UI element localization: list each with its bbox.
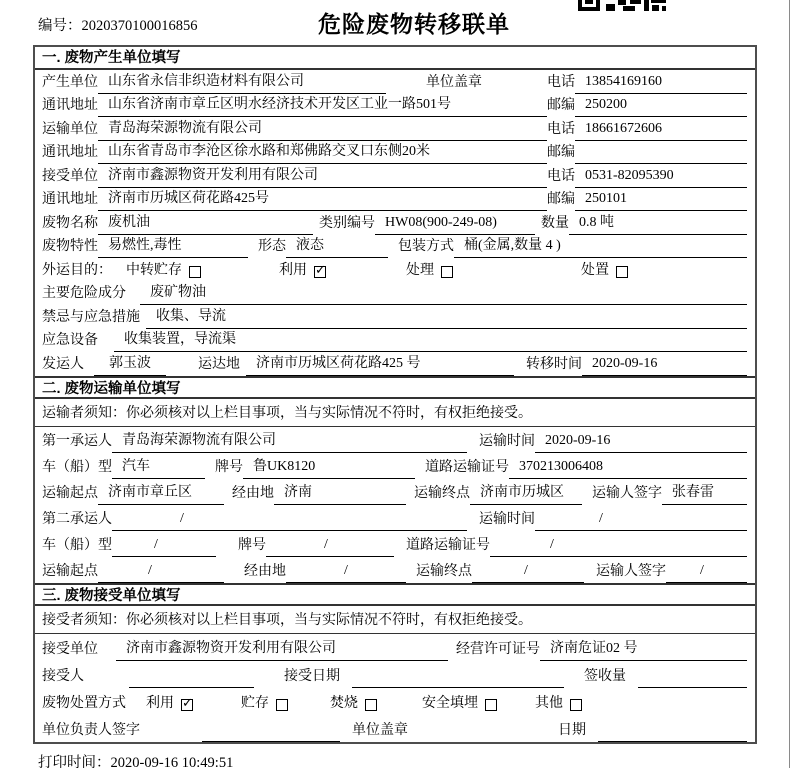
carrier1-time-field: 2020-09-16 bbox=[535, 433, 747, 453]
disposal-other-label: 其他 bbox=[535, 695, 563, 711]
section-receive bbox=[35, 583, 755, 742]
qr-code-fragment bbox=[578, 0, 666, 11]
disposal-utilize-label: 利用 bbox=[146, 695, 174, 711]
carrier-sign2-field: / bbox=[666, 563, 747, 583]
road-permit1-field: 370213006408 bbox=[509, 459, 747, 479]
transfer-time-field: 2020-09-16 bbox=[582, 356, 747, 376]
unit-seal-label: 单位盖章 bbox=[426, 74, 482, 90]
origin-label: 运输起点 bbox=[42, 563, 98, 579]
vehicle2-field: / bbox=[112, 537, 216, 557]
receiver-phone-field: 0531-82095390 bbox=[575, 168, 747, 188]
equip-label: 应急设备 bbox=[42, 333, 98, 348]
carrier-sign1-field: 张春雷 bbox=[662, 481, 747, 505]
checkbox-incinerate bbox=[365, 699, 377, 711]
row-vehicle2 bbox=[35, 531, 755, 557]
receive-notice-text: 接受者须知：你必须核对以上栏目事项，当与实际情况不符时，有权拒绝接受。 bbox=[42, 613, 532, 628]
print-time-label: 打印时间： bbox=[38, 755, 111, 768]
terminus2-field: / bbox=[472, 563, 584, 583]
quantity-label: 数量 bbox=[541, 215, 569, 231]
via-label: 经由地 bbox=[244, 563, 286, 579]
receive-unit-field: 济南市鑫源物资开发利用有限公司 bbox=[116, 637, 448, 661]
carrier2-time-field: / bbox=[535, 511, 747, 531]
address-label: 通讯地址 bbox=[42, 98, 98, 113]
checkbox-landfill bbox=[485, 699, 497, 711]
phone-label: 电话 bbox=[547, 74, 575, 90]
row-taboo bbox=[35, 305, 755, 329]
row-hazard bbox=[35, 282, 755, 306]
permit-label: 经营许可证号 bbox=[456, 641, 540, 657]
destination-label: 运达地 bbox=[198, 356, 240, 372]
receiver-field: 济南市鑫源物资开发利用有限公司 bbox=[98, 164, 547, 188]
producer-address-field: 山东省济南市章丘区明水经济技术开发区工业一路501号 bbox=[98, 93, 547, 117]
producer-zip-field: 250200 bbox=[575, 97, 747, 117]
row-carrier1 bbox=[35, 427, 755, 453]
section1-header: 一. 废物产生单位填写 bbox=[35, 47, 755, 70]
shipper-label: 发运人 bbox=[42, 356, 84, 372]
transfer-form-table bbox=[33, 45, 757, 744]
taboo-label: 禁忌与应急措施 bbox=[42, 309, 140, 325]
carrier2-field: / bbox=[112, 511, 467, 531]
zip-label: 邮编 bbox=[547, 145, 575, 160]
purpose-label: 外运目的： bbox=[42, 262, 112, 278]
plate-label: 牌号 bbox=[238, 537, 266, 553]
origin1-field: 济南市章丘区 bbox=[98, 481, 224, 505]
sign-qty-label: 签收量 bbox=[584, 668, 626, 684]
row-waste-trait bbox=[35, 235, 755, 259]
accept-date-field bbox=[352, 671, 564, 688]
transporter-label: 运输单位 bbox=[42, 121, 98, 137]
row-route1 bbox=[35, 479, 755, 505]
row-receive-unit bbox=[35, 634, 755, 661]
packing-label: 包装方式 bbox=[398, 239, 454, 254]
checkbox-other bbox=[570, 699, 582, 711]
address-label: 通讯地址 bbox=[42, 192, 98, 207]
row-waste-name bbox=[35, 211, 755, 235]
transporter-phone-field: 18661672606 bbox=[575, 121, 747, 141]
road-permit-label: 道路运输证号 bbox=[425, 459, 509, 475]
packing-field: 桶(金属,数量 4 ) bbox=[454, 234, 747, 258]
road-permit2-field: / bbox=[490, 537, 747, 557]
transport-time-label: 运输时间 bbox=[479, 433, 535, 449]
accept-date-label: 接受日期 bbox=[284, 668, 340, 684]
taboo-field: 收集、导流 bbox=[146, 305, 747, 329]
origin2-field: / bbox=[98, 563, 224, 583]
purpose-dispose-label: 处置 bbox=[581, 262, 609, 278]
row-purpose bbox=[35, 258, 755, 282]
shipper-field: 郭玉波 bbox=[94, 352, 166, 376]
carrier1-label: 第一承运人 bbox=[42, 433, 112, 449]
row-disposal bbox=[35, 688, 755, 715]
checkbox-treat bbox=[441, 266, 453, 278]
checkbox-transfer-storage bbox=[189, 266, 201, 278]
row-receive-notice bbox=[35, 606, 755, 634]
sign-qty-field bbox=[638, 671, 747, 688]
terminus-label: 运输终点 bbox=[414, 485, 470, 501]
plate1-field: 鲁UK8120 bbox=[243, 455, 415, 479]
hazard-label: 主要危险成分 bbox=[42, 286, 126, 301]
carrier-sign-label: 运输人签字 bbox=[596, 563, 666, 579]
via1-field: 济南 bbox=[274, 481, 406, 505]
phone-label: 电话 bbox=[547, 121, 575, 137]
receiver-zip-field: 250101 bbox=[575, 191, 747, 211]
disposal-store-label: 贮存 bbox=[241, 695, 269, 711]
serial-number bbox=[38, 14, 198, 35]
producer-label: 产生单位 bbox=[42, 74, 98, 90]
address-label: 通讯地址 bbox=[42, 145, 98, 160]
acceptor-label: 接受人 bbox=[42, 668, 84, 684]
hazard-field: 废矿物油 bbox=[140, 281, 747, 305]
origin-label: 运输起点 bbox=[42, 485, 98, 501]
transporter-field: 青岛海荣源物流有限公司 bbox=[98, 117, 547, 141]
permit-field: 济南危证02 号 bbox=[540, 637, 747, 661]
plate-label: 牌号 bbox=[215, 459, 243, 475]
producer-field: 山东省永信非织造材料有限公司 bbox=[98, 70, 386, 94]
transporter-address-field: 山东省青岛市李沧区徐水路和郑佛路交叉口东侧20米 bbox=[98, 140, 547, 164]
row-carrier2 bbox=[35, 505, 755, 531]
vehicle-label: 车（船）型 bbox=[42, 459, 112, 475]
section-producer bbox=[35, 47, 755, 376]
unit-seal-label: 单位盖章 bbox=[352, 722, 408, 738]
checkbox-store bbox=[276, 699, 288, 711]
via-label: 经由地 bbox=[232, 485, 274, 501]
leader-sign-label: 单位负责人签字 bbox=[42, 722, 140, 738]
row-vehicle1 bbox=[35, 453, 755, 479]
page-edge-line bbox=[789, 0, 790, 768]
receiver-label: 接受单位 bbox=[42, 168, 98, 184]
row-producer bbox=[35, 70, 755, 94]
checkbox-dispose bbox=[616, 266, 628, 278]
carrier-sign-label: 运输人签字 bbox=[592, 485, 662, 501]
phone-label: 电话 bbox=[547, 168, 575, 184]
vehicle1-field: 汽车 bbox=[112, 455, 205, 479]
waste-name-label: 废物名称 bbox=[42, 215, 98, 231]
leader-sign-field bbox=[202, 725, 340, 742]
equip-field: 收集装置，导流渠 bbox=[114, 328, 747, 352]
section-transport bbox=[35, 376, 755, 583]
row-producer-address bbox=[35, 94, 755, 118]
transfer-time-label: 转移时间 bbox=[526, 356, 582, 372]
carrier1-field: 青岛海荣源物流有限公司 bbox=[112, 429, 467, 453]
purpose-reuse-label: 利用 bbox=[279, 262, 307, 278]
carrier2-label: 第二承运人 bbox=[42, 511, 112, 527]
row-acceptor bbox=[35, 661, 755, 688]
trait-field: 易燃性,毒性 bbox=[98, 234, 248, 258]
section2-header: 二. 废物运输单位填写 bbox=[35, 376, 755, 399]
zip-label: 邮编 bbox=[547, 192, 575, 207]
page-title: 危险废物转移联单 bbox=[318, 12, 510, 37]
transport-time-label: 运输时间 bbox=[479, 511, 535, 527]
serial-value: 2020370100016856 bbox=[81, 18, 198, 34]
row-transport-notice bbox=[35, 399, 755, 427]
print-time-value: 2020-09-16 10:49:51 bbox=[110, 755, 234, 768]
zip-label: 邮编 bbox=[547, 98, 575, 113]
form-field: 液态 bbox=[286, 234, 388, 258]
transporter-zip-field bbox=[575, 147, 747, 164]
row-shipper bbox=[35, 352, 755, 376]
purpose-treat-label: 处理 bbox=[406, 262, 434, 278]
category-field: HW08(900-249-08) bbox=[375, 215, 535, 235]
vehicle-label: 车（船）型 bbox=[42, 537, 112, 553]
row-route2 bbox=[35, 557, 755, 583]
date-label: 日期 bbox=[558, 722, 586, 738]
form-label: 形态 bbox=[258, 239, 286, 254]
destination-field: 济南市历城区荷花路425 号 bbox=[246, 352, 514, 376]
row-receiver bbox=[35, 164, 755, 188]
row-transporter-address bbox=[35, 141, 755, 165]
checkbox-utilize bbox=[181, 699, 193, 711]
disposal-landfill-label: 安全填埋 bbox=[422, 695, 478, 711]
print-time bbox=[38, 751, 233, 768]
row-leader-sign bbox=[35, 715, 755, 742]
terminus-label: 运输终点 bbox=[416, 563, 472, 579]
trait-label: 废物特性 bbox=[42, 239, 98, 254]
purpose-transfer-storage-label: 中转贮存 bbox=[126, 262, 182, 278]
terminus1-field: 济南市历城区 bbox=[470, 481, 582, 505]
road-permit-label: 道路运输证号 bbox=[406, 537, 490, 553]
row-equip bbox=[35, 329, 755, 353]
transport-notice-text: 运输者须知：你必须核对以上栏目事项，当与实际情况不符时，有权拒绝接受。 bbox=[42, 406, 532, 421]
row-transporter bbox=[35, 117, 755, 141]
waste-name-field: 废机油 bbox=[98, 211, 313, 235]
acceptor-field bbox=[129, 671, 254, 688]
producer-phone-field: 13854169160 bbox=[575, 74, 747, 94]
receiver-address-field: 济南市历城区荷花路425号 bbox=[98, 187, 547, 211]
disposal-incinerate-label: 焚烧 bbox=[330, 695, 358, 711]
section3-header: 三. 废物接受单位填写 bbox=[35, 583, 755, 606]
checkbox-reuse bbox=[314, 266, 326, 278]
plate2-field: / bbox=[266, 537, 394, 557]
date-field bbox=[598, 725, 747, 742]
via2-field: / bbox=[286, 563, 406, 583]
receive-unit-label: 接受单位 bbox=[42, 641, 98, 657]
serial-label: 编号： bbox=[38, 18, 82, 34]
disposal-label: 废物处置方式 bbox=[42, 695, 126, 711]
category-label: 类别编号 bbox=[319, 215, 375, 231]
quantity-field: 0.8 吨 bbox=[569, 211, 747, 235]
row-receiver-address bbox=[35, 188, 755, 212]
